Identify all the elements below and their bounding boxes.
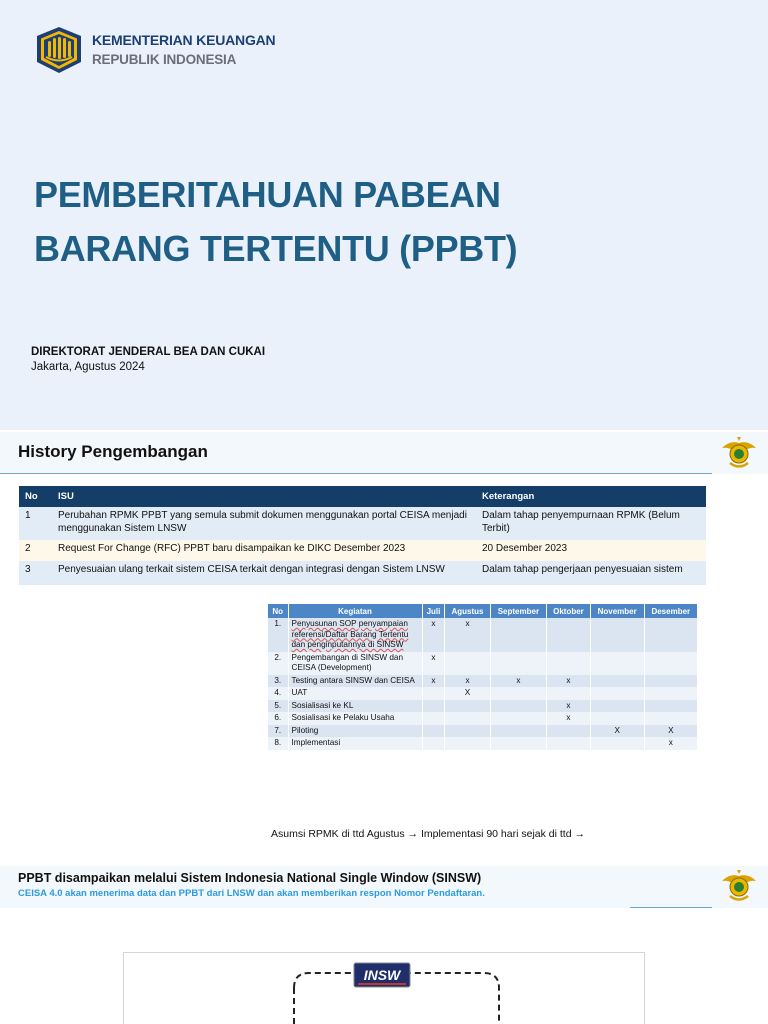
history-slide <box>0 432 768 864</box>
sched-no: 5. <box>268 700 288 713</box>
sched-mark <box>422 737 445 750</box>
col-header-isu: ISU <box>52 486 476 507</box>
sched-kegiatan: Implementasi <box>288 737 422 750</box>
history-header <box>0 432 768 474</box>
schedule-row <box>268 675 698 688</box>
sched-mark <box>422 712 445 725</box>
customs-emblem-icon <box>720 867 758 905</box>
sched-header-september: September <box>490 604 547 618</box>
cell-keterangan: Dalam tahap penyempurnaan RPMK (Belum Terbit) <box>476 507 706 540</box>
sched-no: 6. <box>268 712 288 725</box>
sched-header-november: November <box>590 604 644 618</box>
sched-kegiatan: Sosialisasi ke Pelaku Usaha <box>288 712 422 725</box>
sched-mark <box>445 700 490 713</box>
cell-isu: Penyesuaian ulang terkait sistem CEISA terkait dengan integrasi dengan Sistem LNSW <box>52 561 476 585</box>
sched-mark <box>590 652 644 675</box>
sched-mark <box>422 700 445 713</box>
cover-slide <box>0 0 768 430</box>
ministry-logo-block <box>34 26 275 74</box>
sched-mark: X <box>445 687 490 700</box>
sched-kegiatan: UAT <box>288 687 422 700</box>
sched-mark <box>547 737 591 750</box>
flow-diagram-graphic <box>124 953 644 1024</box>
sched-mark: x <box>422 675 445 688</box>
sched-header-no: No <box>268 604 288 618</box>
table-row <box>19 561 706 585</box>
sched-header-agustus: Agustus <box>445 604 490 618</box>
sched-mark <box>547 618 591 652</box>
sched-mark <box>490 618 547 652</box>
organization-name: DIREKTORAT JENDERAL BEA DAN CUKAI <box>31 346 266 358</box>
cell-keterangan: 20 Desember 2023 <box>476 540 706 561</box>
cell-no: 2 <box>19 540 52 561</box>
sched-header-juli: Juli <box>422 604 445 618</box>
sched-mark <box>644 675 697 688</box>
sched-mark <box>490 652 547 675</box>
sched-mark <box>644 700 697 713</box>
sched-mark <box>490 687 547 700</box>
sched-kegiatan: Piloting <box>288 725 422 738</box>
cell-no: 3 <box>19 561 52 585</box>
sinsw-slide <box>0 866 768 1024</box>
sched-mark <box>547 687 591 700</box>
sinsw-header <box>0 866 768 908</box>
republic-name: REPUBLIK INDONESIA <box>92 52 237 67</box>
schedule-table <box>268 604 698 750</box>
cell-isu: Request For Change (RFC) PPBT baru disampaikan ke DIKC Desember 2023 <box>52 540 476 561</box>
sched-no: 4. <box>268 687 288 700</box>
sched-mark <box>422 725 445 738</box>
customs-emblem-icon <box>720 434 758 472</box>
schedule-row <box>268 712 698 725</box>
sched-header-kegiatan: Kegiatan <box>288 604 422 618</box>
issue-table <box>19 486 706 585</box>
ministry-name: KEMENTERIAN KEUANGAN <box>92 32 276 48</box>
sched-mark: x <box>422 652 445 675</box>
sched-kegiatan: Testing antara SINSW dan CEISA <box>288 675 422 688</box>
sched-mark <box>445 737 490 750</box>
schedule-row <box>268 687 698 700</box>
sched-mark <box>490 712 547 725</box>
sched-no: 3. <box>268 675 288 688</box>
col-header-keterangan: Keterangan <box>476 486 706 507</box>
sched-no: 2. <box>268 652 288 675</box>
schedule-row <box>268 652 698 675</box>
kemenkeu-logo-icon <box>34 26 84 74</box>
sched-mark <box>590 687 644 700</box>
sched-mark <box>445 725 490 738</box>
history-title: History Pengembangan <box>18 442 208 461</box>
sched-mark: x <box>644 737 697 750</box>
cover-title <box>34 168 634 276</box>
schedule-body <box>268 618 698 750</box>
header-divider <box>630 907 712 908</box>
sched-mark: x <box>422 618 445 652</box>
table-row <box>19 507 706 540</box>
sched-header-desember: Desember <box>644 604 697 618</box>
cell-keterangan: Dalam tahap pengerjaan penyesuaian sistem <box>476 561 706 585</box>
sched-kegiatan: Penyusunan SOP penyampaian referensi/Daftar Barang Tertentu dan penginputannya di SINSW <box>288 618 422 652</box>
sched-mark: X <box>590 725 644 738</box>
sched-no: 7. <box>268 725 288 738</box>
cover-title-line1: PEMBERITAHUAN PABEAN <box>34 174 501 215</box>
sched-mark <box>547 652 591 675</box>
col-header-no: No <box>19 486 52 507</box>
sched-mark <box>445 712 490 725</box>
sched-mark <box>590 675 644 688</box>
cell-isu: Perubahan RPMK PPBT yang semula submit dokumen menggunakan portal CEISA menjadi menggunakan Sistem LNSW <box>52 507 476 540</box>
sched-kegiatan: Pengembangan di SINSW dan CEISA (Development) <box>288 652 422 675</box>
sched-mark <box>490 700 547 713</box>
sched-mark: x <box>445 675 490 688</box>
table-row <box>19 540 706 561</box>
sched-no: 8. <box>268 737 288 750</box>
sched-mark <box>590 737 644 750</box>
sched-mark <box>590 618 644 652</box>
cell-no: 1 <box>19 507 52 540</box>
schedule-row <box>268 700 698 713</box>
sched-mark <box>644 687 697 700</box>
place-date: Jakarta, Agustus 2024 <box>31 361 145 373</box>
sched-mark <box>644 652 697 675</box>
sched-mark: x <box>547 675 591 688</box>
sched-mark: x <box>490 675 547 688</box>
sched-mark <box>445 652 490 675</box>
sched-mark <box>490 725 547 738</box>
sched-mark <box>644 618 697 652</box>
sched-mark: x <box>547 712 591 725</box>
sinsw-flow-diagram <box>123 952 645 1024</box>
sched-kegiatan: Sosialisasi ke KL <box>288 700 422 713</box>
sched-mark <box>490 737 547 750</box>
schedule-row <box>268 737 698 750</box>
sched-mark <box>547 725 591 738</box>
sched-mark: X <box>644 725 697 738</box>
schedule-row <box>268 725 698 738</box>
sched-no: 1. <box>268 618 288 652</box>
sched-mark: x <box>547 700 591 713</box>
sched-mark: x <box>445 618 490 652</box>
sched-mark <box>644 712 697 725</box>
insw-logo-icon <box>354 963 410 987</box>
sched-mark <box>422 687 445 700</box>
sinsw-title: PPBT disampaikan melalui Sistem Indonesia National Single Window (SINSW) <box>18 871 482 885</box>
sinsw-subtitle: CEISA 4.0 akan menerima data dan PPBT dari LNSW dan akan memberikan respon Nomor Pendaftaran. <box>18 888 485 899</box>
schedule-row <box>268 618 698 652</box>
header-divider <box>0 473 712 474</box>
insw-logo-text: INSW <box>363 967 401 983</box>
sched-mark <box>590 712 644 725</box>
cover-title-line2: BARANG TERTENTU (PPBT) <box>34 228 518 269</box>
sched-mark <box>590 700 644 713</box>
sched-header-oktober: Oktober <box>547 604 591 618</box>
assumption-note: Asumsi RPMK di ttd Agustus → Implementasi 90 hari sejak di ttd → <box>271 828 585 840</box>
